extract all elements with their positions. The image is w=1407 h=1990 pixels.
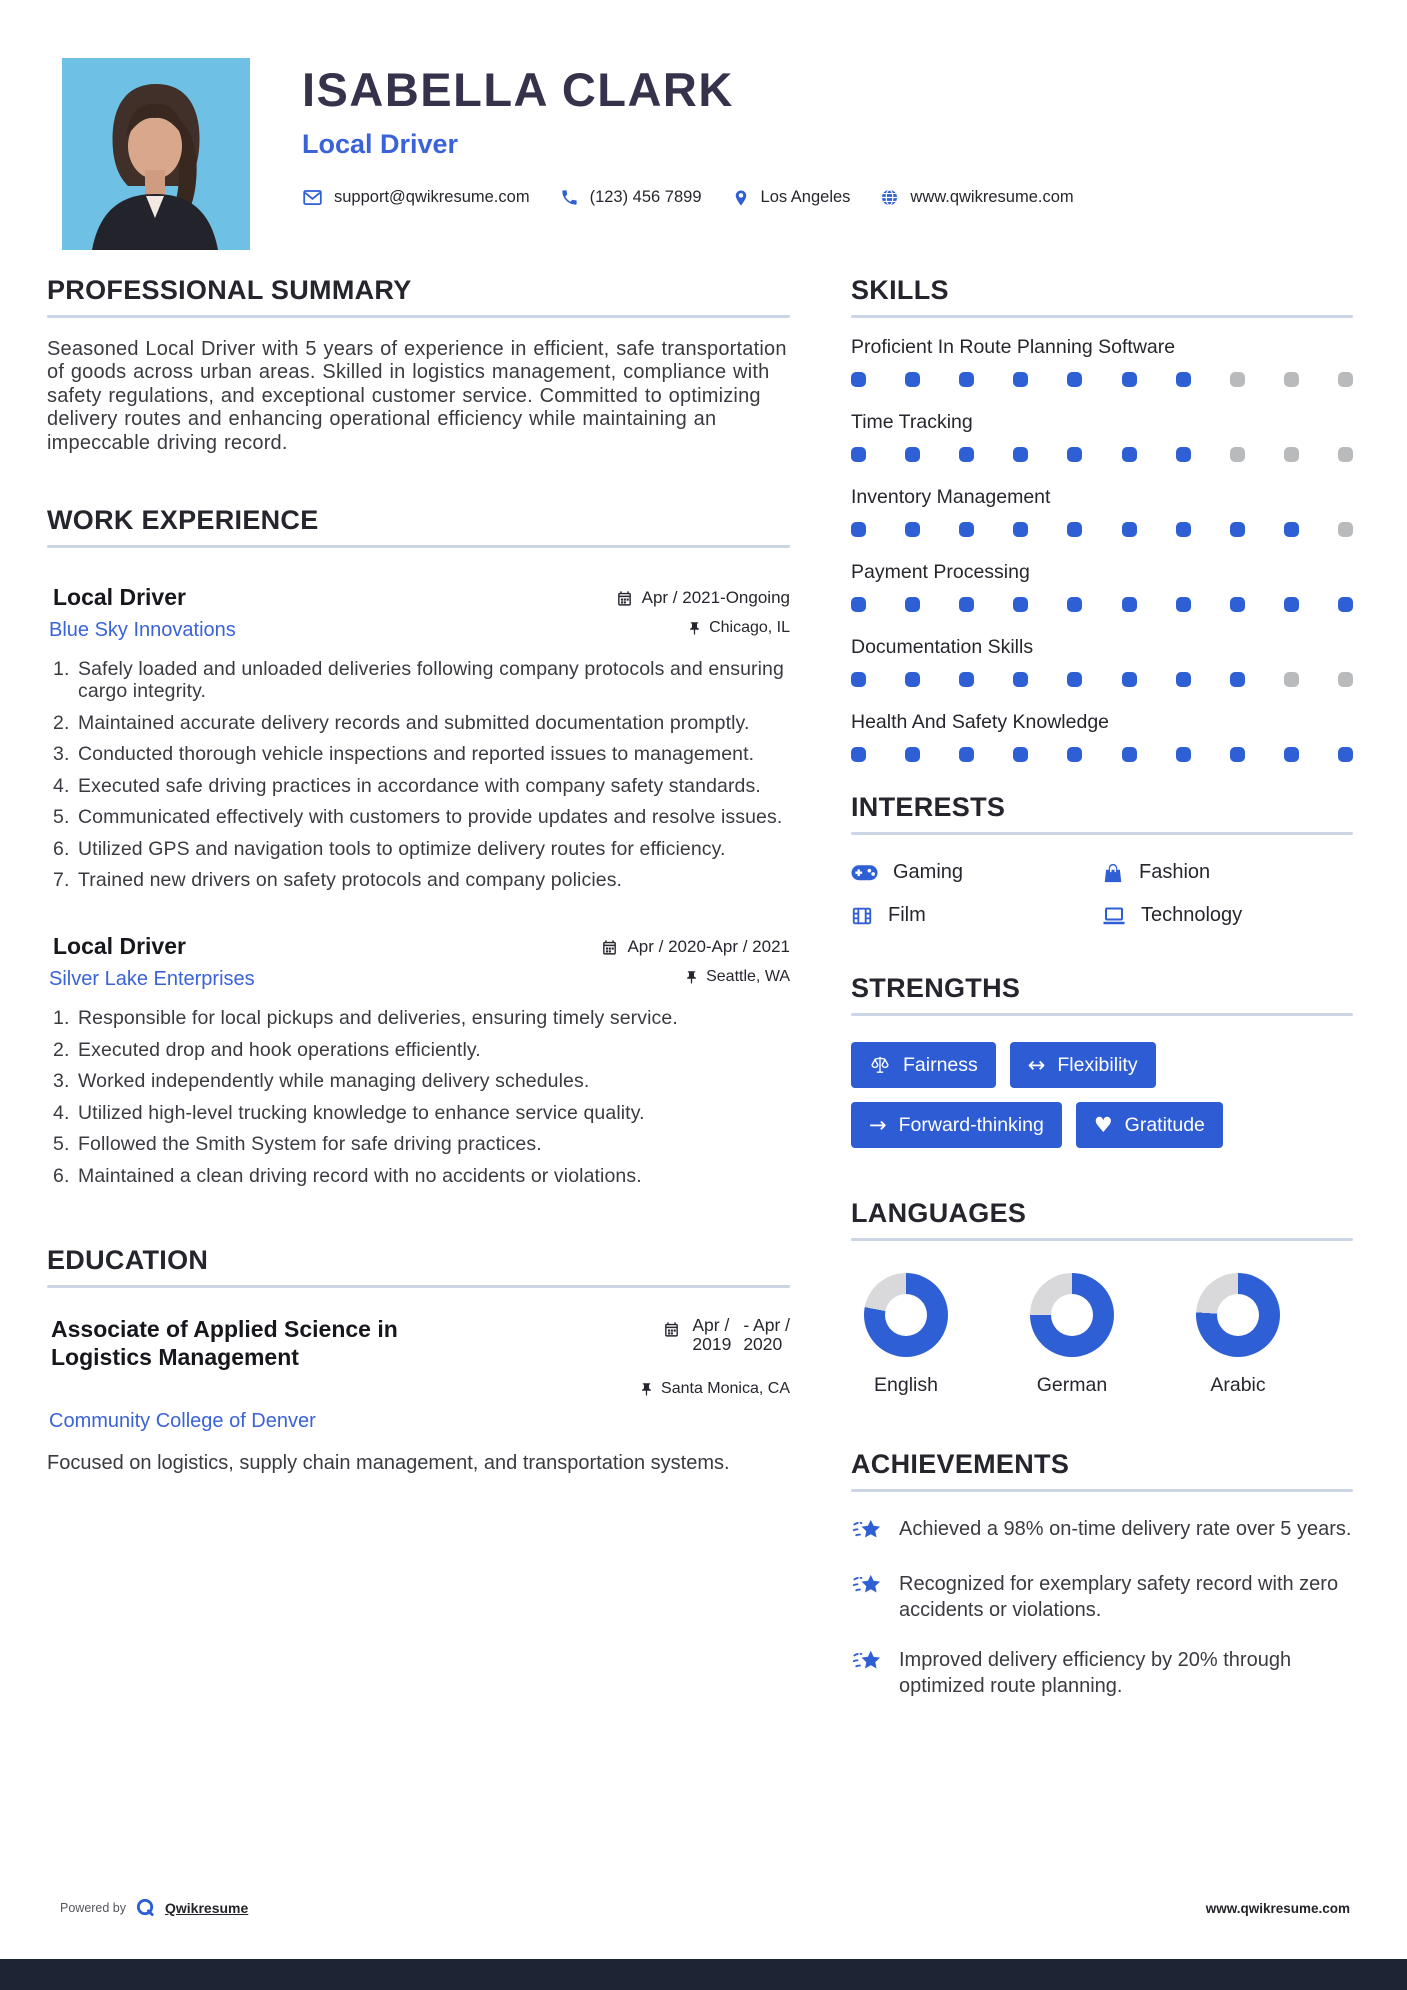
- language-item: [864, 1273, 948, 1397]
- skill-rating: [851, 747, 1353, 762]
- skills-list: [851, 336, 1353, 762]
- skill-dot: [905, 372, 920, 387]
- balance-scale-icon: [869, 1054, 891, 1076]
- skill-dot: [1230, 372, 1245, 387]
- skill-dot: [1338, 447, 1353, 462]
- job-entry: [47, 933, 790, 1187]
- bullet-item: 4. Utilized high-level trucking knowledge to enhance service quality.: [75, 1102, 790, 1124]
- period-to: - Apr / 2020: [743, 1314, 790, 1355]
- skill-label: Time Tracking: [851, 411, 973, 433]
- left-right-arrow-icon: ↔: [1027, 1052, 1046, 1077]
- job-location: [684, 968, 790, 986]
- company-link[interactable]: Silver Lake Enterprises: [49, 968, 255, 991]
- skill-dot: [959, 372, 974, 387]
- skill-dot: [1338, 672, 1353, 687]
- pushpin-icon: [639, 1382, 654, 1397]
- skill-dot: [1176, 747, 1191, 762]
- section-divider: [47, 1285, 790, 1288]
- envelope-icon: [302, 187, 323, 208]
- work-section: [47, 505, 790, 1187]
- period-from: Apr / 2019: [692, 1314, 732, 1355]
- skill-label: Inventory Management: [851, 486, 1051, 508]
- skill-dot: [905, 597, 920, 612]
- pushpin-icon: [684, 970, 699, 985]
- job-period-text: Apr / 2020-Apr / 2021: [627, 937, 790, 957]
- location-item: [732, 188, 851, 207]
- strength-badges: [851, 1042, 1353, 1148]
- interest-item: [851, 904, 1102, 927]
- job-location-text: Chicago, IL: [709, 619, 790, 637]
- right-arrow-icon: →: [869, 1112, 887, 1137]
- bullet-item: 2. Executed drop and hook operations efficiently.: [75, 1039, 790, 1061]
- skill-rating: [851, 372, 1353, 387]
- skill-item: [851, 636, 1353, 687]
- shooting-star-icon: [851, 1572, 884, 1602]
- calendar-icon: [616, 590, 633, 607]
- achievement-text: Improved delivery efficiency by 20% through optimized route planning.: [899, 1649, 1292, 1697]
- bullet-item: 1. Safely loaded and unloaded deliveries following company protocols and ensuring cargo integrity.: [75, 658, 790, 703]
- bullet-item: 5. Communicated effectively with customers to provide updates and resolve issues.: [75, 806, 790, 828]
- skill-dot: [1013, 597, 1028, 612]
- skill-dot: [1230, 447, 1245, 462]
- achievements-heading: ACHIEVEMENTS: [851, 1449, 1070, 1479]
- bottom-bar: [0, 1959, 1407, 1990]
- email-text: support@qwikresume.com: [334, 188, 530, 206]
- website-link[interactable]: [880, 188, 1073, 207]
- education-meta: [540, 1316, 790, 1399]
- shooting-star-icon: [851, 1517, 884, 1547]
- language-item: [1030, 1273, 1114, 1397]
- film-icon: [851, 905, 873, 927]
- calendar-icon: [601, 939, 618, 956]
- person-title: Local Driver: [302, 129, 459, 159]
- shopping-bag-icon: [1102, 862, 1124, 884]
- skill-dot: [1338, 597, 1353, 612]
- strength-label: Fairness: [903, 1053, 978, 1076]
- section-divider: [851, 315, 1353, 318]
- strength-badge-flexibility: [1010, 1042, 1156, 1088]
- header: [62, 58, 1104, 250]
- skill-dot: [1338, 372, 1353, 387]
- skill-dot: [1122, 597, 1137, 612]
- skills-section: [851, 275, 1353, 762]
- job-bullets: [47, 1007, 790, 1187]
- email-link[interactable]: [302, 187, 530, 208]
- job-period-text: Apr / 2021-Ongoing: [641, 588, 790, 608]
- strength-label: Gratitude: [1124, 1113, 1205, 1136]
- section-divider: [47, 545, 790, 548]
- skill-dot: [1067, 597, 1082, 612]
- summary-text: Seasoned Local Driver with 5 years of experience in efficient, safe transportation of goods across urban areas. Skilled in logistics management, compliance with safety regulations, and exceptional customer service. Committed to optimizing delivery routes and enhancing operational efficiency while maintaining an impeccable driving record.: [47, 338, 787, 454]
- skill-dot: [851, 747, 866, 762]
- education-location: [540, 1380, 790, 1398]
- interest-item: [851, 861, 1102, 884]
- strength-label: Forward-thinking: [898, 1113, 1044, 1136]
- bullet-item: 2. Maintained accurate delivery records and submitted documentation promptly.: [75, 712, 790, 734]
- strengths-heading: STRENGTHS: [851, 973, 1021, 1003]
- gamepad-icon: [851, 864, 878, 882]
- profile-photo: [62, 58, 250, 250]
- skill-dot: [1230, 522, 1245, 537]
- education-heading: EDUCATION: [47, 1244, 209, 1275]
- company-link[interactable]: Blue Sky Innovations: [49, 619, 236, 642]
- languages-list: [851, 1273, 1353, 1397]
- skill-dot: [1067, 522, 1082, 537]
- footer-website-link[interactable]: www.qwikresume.com: [1205, 1901, 1350, 1916]
- achievements-section: [851, 1449, 1353, 1699]
- content-columns: [47, 275, 1353, 1699]
- skill-dot: [905, 672, 920, 687]
- skill-dot: [1230, 597, 1245, 612]
- skill-dot: [851, 597, 866, 612]
- strengths-section: [851, 973, 1353, 1148]
- skill-label: Documentation Skills: [851, 636, 1034, 658]
- skill-dot: [959, 672, 974, 687]
- bullet-item: 3. Worked independently while managing delivery schedules.: [75, 1070, 790, 1092]
- interests-heading: INTERESTS: [851, 792, 1006, 822]
- skill-dot: [851, 447, 866, 462]
- interest-label: Fashion: [1139, 861, 1211, 883]
- phone-item: [560, 188, 702, 207]
- skill-dot: [1013, 372, 1028, 387]
- language-name: German: [1036, 1374, 1108, 1396]
- skill-dot: [1230, 747, 1245, 762]
- section-divider: [851, 1238, 1353, 1241]
- skill-rating: [851, 597, 1353, 612]
- powered-by: [60, 1897, 248, 1918]
- skill-dot: [1122, 747, 1137, 762]
- skill-dot: [1122, 372, 1137, 387]
- skill-rating: [851, 447, 1353, 462]
- phone-icon: [560, 188, 579, 207]
- skill-dot: [1067, 672, 1082, 687]
- job-location-text: Seattle, WA: [706, 968, 790, 986]
- skill-dot: [1013, 522, 1028, 537]
- bullet-item: 1. Responsible for local pickups and deliveries, ensuring timely service.: [75, 1007, 790, 1029]
- degree-title: Associate of Applied Science in Logistics Management: [51, 1315, 398, 1370]
- job-bullets: [47, 658, 790, 891]
- strength-badge-gratitude: [1076, 1102, 1223, 1148]
- achievement-item: [851, 1571, 1353, 1623]
- skill-dot: [1122, 672, 1137, 687]
- skill-dot: [851, 372, 866, 387]
- skill-dot: [905, 747, 920, 762]
- skill-dot: [1176, 372, 1191, 387]
- language-donut: [1030, 1273, 1114, 1357]
- skill-dot: [1176, 597, 1191, 612]
- bullet-item: 4. Executed safe driving practices in accordance with company safety standards.: [75, 775, 790, 797]
- skill-dot: [905, 522, 920, 537]
- pushpin-icon: [687, 621, 702, 636]
- skill-dot: [1176, 522, 1191, 537]
- strength-badge-fairness: [851, 1042, 996, 1088]
- languages-section: [851, 1198, 1353, 1397]
- job-period: [616, 588, 790, 608]
- contact-row: [302, 187, 1104, 208]
- laptop-icon: [1102, 906, 1126, 926]
- job-title: Local Driver: [53, 584, 186, 611]
- interests-section: [851, 792, 1353, 927]
- skill-dot: [1230, 672, 1245, 687]
- phone-text: (123) 456 7899: [589, 188, 702, 206]
- skill-dot: [959, 522, 974, 537]
- achievement-item: [851, 1647, 1353, 1699]
- person-name: ISABELLA CLARK: [302, 63, 734, 116]
- section-divider: [851, 1489, 1353, 1492]
- summary-heading: PROFESSIONAL SUMMARY: [47, 275, 412, 305]
- skill-item: [851, 561, 1353, 612]
- job-period: [601, 937, 790, 957]
- language-donut: [1196, 1273, 1280, 1357]
- job-location: [687, 619, 790, 637]
- education-period: [540, 1316, 790, 1355]
- school-link[interactable]: Community College of Denver: [49, 1410, 316, 1433]
- education-location-text: Santa Monica, CA: [661, 1380, 790, 1398]
- skill-rating: [851, 522, 1353, 537]
- skill-dot: [1284, 447, 1299, 462]
- skill-dot: [1338, 522, 1353, 537]
- achievement-text: Recognized for exemplary safety record with zero accidents or violations.: [899, 1573, 1339, 1621]
- language-donut: [864, 1273, 948, 1357]
- skill-dot: [1284, 522, 1299, 537]
- qwikresume-logo-icon: [135, 1897, 156, 1918]
- job-title: Local Driver: [53, 933, 186, 960]
- skill-item: [851, 711, 1353, 762]
- interest-label: Gaming: [893, 861, 964, 883]
- interest-label: Film: [888, 904, 926, 926]
- skill-dot: [1176, 672, 1191, 687]
- skill-rating: [851, 672, 1353, 687]
- skill-dot: [1067, 372, 1082, 387]
- powered-by-label: Powered by: [60, 1900, 127, 1915]
- skill-dot: [1013, 447, 1028, 462]
- left-column: [47, 275, 790, 1699]
- skill-dot: [905, 447, 920, 462]
- bullet-item: 7. Trained new drivers on safety protocols and company policies.: [75, 869, 790, 891]
- bullet-item: 6. Maintained a clean driving record with no accidents or violations.: [75, 1165, 790, 1187]
- section-divider: [851, 1013, 1353, 1016]
- strength-badge-forward-thinking: [851, 1102, 1062, 1148]
- location-text: Los Angeles: [760, 188, 851, 206]
- qwikresume-link[interactable]: Qwikresume: [165, 1899, 249, 1916]
- skill-dot: [1284, 672, 1299, 687]
- shooting-star-icon: [851, 1648, 884, 1678]
- job-entry: [47, 584, 790, 891]
- skill-item: [851, 411, 1353, 462]
- right-column: [851, 275, 1353, 1699]
- skill-dot: [1338, 747, 1353, 762]
- language-item: [1196, 1273, 1280, 1397]
- section-divider: [47, 315, 790, 318]
- skill-dot: [1284, 372, 1299, 387]
- language-name: English: [874, 1374, 938, 1396]
- skill-dot: [851, 672, 866, 687]
- bullet-item: 5. Followed the Smith System for safe driving practices.: [75, 1133, 790, 1155]
- bullet-item: 3. Conducted thorough vehicle inspections and reported issues to management.: [75, 743, 790, 765]
- calendar-icon: [663, 1321, 680, 1338]
- skill-label: Health And Safety Knowledge: [851, 711, 1110, 733]
- language-name: Arabic: [1210, 1374, 1266, 1396]
- location-pin-icon: [732, 189, 750, 207]
- skill-label: Proficient In Route Planning Software: [851, 336, 1176, 358]
- skills-heading: SKILLS: [851, 275, 949, 305]
- interest-item: [1102, 904, 1353, 927]
- skill-dot: [1284, 597, 1299, 612]
- achievement-item: [851, 1516, 1353, 1547]
- interests-grid: [851, 861, 1353, 927]
- languages-heading: LANGUAGES: [851, 1198, 1027, 1228]
- skill-label: Payment Processing: [851, 561, 1030, 583]
- skill-dot: [1013, 672, 1028, 687]
- interest-label: Technology: [1141, 904, 1243, 926]
- skill-dot: [1013, 747, 1028, 762]
- heart-icon: ♥: [1093, 1112, 1113, 1137]
- achievements-list: [851, 1516, 1353, 1699]
- globe-icon: [880, 188, 899, 207]
- skill-dot: [1067, 747, 1082, 762]
- interest-item: [1102, 861, 1353, 884]
- skill-dot: [851, 522, 866, 537]
- strength-label: Flexibility: [1057, 1053, 1138, 1076]
- skill-dot: [959, 597, 974, 612]
- skill-dot: [1122, 522, 1137, 537]
- skill-dot: [959, 447, 974, 462]
- education-description: Focused on logistics, supply chain management, and transportation systems.: [47, 1452, 730, 1475]
- skill-item: [851, 486, 1353, 537]
- skill-dot: [1067, 447, 1082, 462]
- summary-section: [47, 275, 790, 455]
- achievement-text: Achieved a 98% on-time delivery rate over 5 years.: [899, 1518, 1352, 1540]
- section-divider: [851, 832, 1353, 835]
- header-text: [302, 58, 1104, 250]
- skill-dot: [1176, 447, 1191, 462]
- skill-dot: [959, 747, 974, 762]
- education-section: [47, 1245, 790, 1477]
- bullet-item: 6. Utilized GPS and navigation tools to optimize delivery routes for efficiency.: [75, 838, 790, 860]
- skill-dot: [1122, 447, 1137, 462]
- skill-item: [851, 336, 1353, 387]
- website-text: www.qwikresume.com: [910, 188, 1074, 206]
- work-heading: WORK EXPERIENCE: [47, 505, 319, 536]
- skill-dot: [1284, 747, 1299, 762]
